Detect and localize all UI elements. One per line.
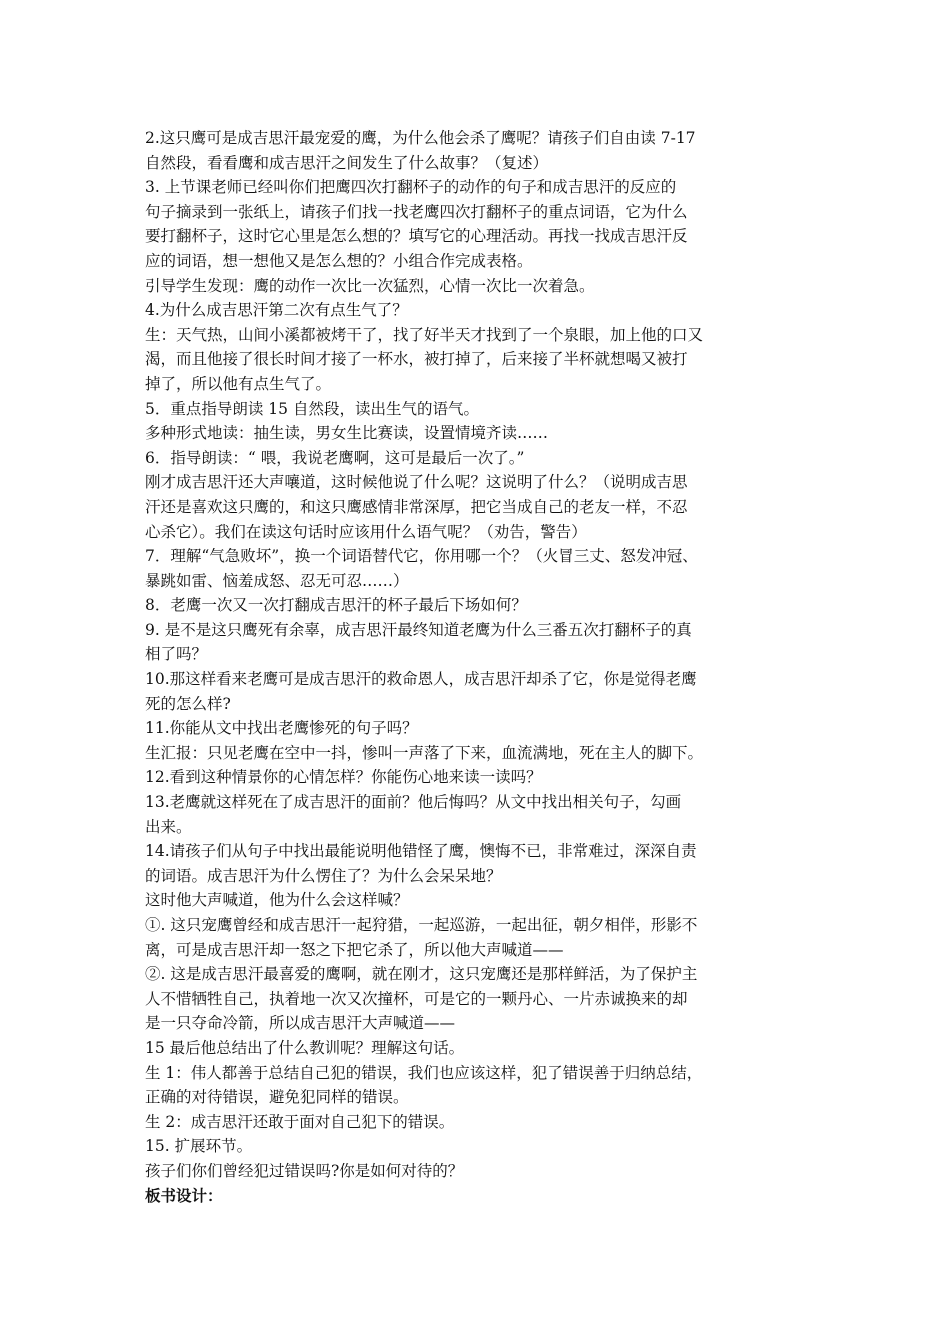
text-line: 正确的对待错误，避免犯同样的错误。 (145, 1088, 409, 1107)
text-line: 应的词语，想一想他又是怎么想的？小组合作完成表格。 (145, 251, 533, 270)
text-line: 8．老鹰一次又一次打翻成吉思汗的杯子最后下场如何？ (145, 596, 527, 615)
text-line: 9. 是不是这只鹰死有余辜，成吉思汗最终知道老鹰为什么三番五次打翻杯子的真 (145, 620, 692, 639)
text-line: 10.那这样看来老鹰可是成吉思汗的救命恩人，成吉思汗却杀了它，你是觉得老鹰 (145, 670, 697, 689)
text-line: 5．重点指导朗读 15 自然段，读出生气的语气。 (145, 399, 479, 418)
text-line: 引导学生发现：鹰的动作一次比一次猛烈，心情一次比一次着急。 (145, 276, 595, 295)
text-line: 掉了，所以他有点生气了。 (145, 374, 332, 393)
text-line: 句子摘录到一张纸上，请孩子们找一找老鹰四次打翻杯子的重点词语，它为什么 (145, 202, 688, 221)
text-line: 4.为什么成吉思汗第二次有点生气了？ (145, 301, 408, 320)
text-line: 7．理解“气急败坏”，换一个词语替代它，你用哪一个？（火冒三丈、怒发冲冠、 (145, 547, 698, 566)
text-line: 暴跳如雷、恼羞成怒、忍无可忍……） (145, 571, 409, 590)
text-line: 自然段，看看鹰和成吉思汗之间发生了什么故事？（复述） (145, 153, 549, 172)
text-line: 死的怎么样? (145, 694, 231, 713)
text-line: 12.看到这种情景你的心情怎样？你能伤心地来读一读吗？ (145, 768, 542, 787)
text-line: 汗还是喜欢这只鹰的，和这只鹰感情非常深厚，把它当成自己的老友一样，不忍 (145, 497, 688, 516)
text-line: 6．指导朗读：“ 喂，我说老鹰啊，这可是最后一次了。” (145, 448, 525, 467)
text-line: 生 2：成吉思汗还敢于面对自己犯下的错误。 (145, 1112, 455, 1131)
text-line: 要打翻杯子，这时它心里是怎么想的？填写它的心理活动。再找一找成吉思汗反 (145, 227, 688, 246)
text-line: 这时他大声喊道，他为什么会这样喊？ (145, 891, 409, 910)
text-line: 离，可是成吉思汗却一怒之下把它杀了，所以他大声喊道—— (145, 940, 564, 959)
text-line: 3. 上节课老师已经叫你们把鹰四次打翻杯子的动作的句子和成吉思汗的反应的 (145, 178, 677, 197)
text-line: 是一只夺命冷箭，所以成吉思汗大声喊道—— (145, 1014, 456, 1033)
text-line: 14.请孩子们从句子中找出最能说明他错怪了鹰，懊悔不已，非常难过，深深自责 (145, 842, 697, 861)
text-line: 渴，而且他接了很长时间才接了一杯水，被打掉了，后来接了半杯就想喝又被打 (145, 350, 688, 369)
board-design-heading: 板书设计： (145, 1185, 223, 1205)
text-line: 生：天气热，山间小溪都被烤干了，找了好半天才找到了一个泉眼，加上他的口又 (145, 325, 704, 344)
text-line: ①. 这只宠鹰曾经和成吉思汗一起狩猎，一起巡游，一起出征，朝夕相伴，形影不 (145, 916, 698, 934)
text-line: 人不惜牺牲自己，执着地一次又次撞杯，可是它的一颗丹心、一片赤诚换来的却 (145, 989, 688, 1008)
text-line: 15. 扩展环节。 (145, 1137, 253, 1156)
text-line: 心杀它）。我们在读这句话时应该用什么语气呢？（劝告，警告） (145, 522, 587, 541)
text-line: 的词语。成吉思汗为什么愣住了？为什么会呆呆地？ (145, 866, 502, 885)
text-line: ②. 这是成吉思汗最喜爱的鹰啊，就在刚才，这只宠鹰还是那样鲜活，为了保护主 (145, 965, 698, 984)
text-line: 13.老鹰就这样死在了成吉思汗的面前？他后悔吗？从文中找出相关句子，勾画 (145, 793, 682, 812)
text-line: 生汇报：只见老鹰在空中一抖，惨叫一声落了下来，血流满地，死在主人的脚下。 (145, 743, 704, 762)
text-line: 出来。 (145, 817, 192, 836)
text-line: 2.这只鹰可是成吉思汗最宠爱的鹰，为什么他会杀了鹰呢？请孩子们自由读 7-17 (145, 129, 696, 147)
text-line: 生 1：伟人都善于总结自己犯的错误，我们也应该这样，犯了错误善于归纳总结， (145, 1063, 703, 1082)
text-line: 孩子们你们曾经犯过错误吗?你是如何对待的？ (145, 1161, 464, 1180)
text-line: 15 最后他总结出了什么教训呢？理解这句话。 (145, 1038, 465, 1057)
text-line: 刚才成吉思汗还大声嚷道，这时候他说了什么呢？这说明了什么？（说明成吉思 (145, 473, 688, 492)
document-body (145, 126, 810, 1208)
text-line: 相了吗？ (145, 645, 208, 664)
text-line: 多种形式地读：抽生读，男女生比赛读，设置情境齐读…… (145, 424, 549, 443)
text-line: 11.你能从文中找出老鹰惨死的句子吗？ (145, 719, 418, 738)
